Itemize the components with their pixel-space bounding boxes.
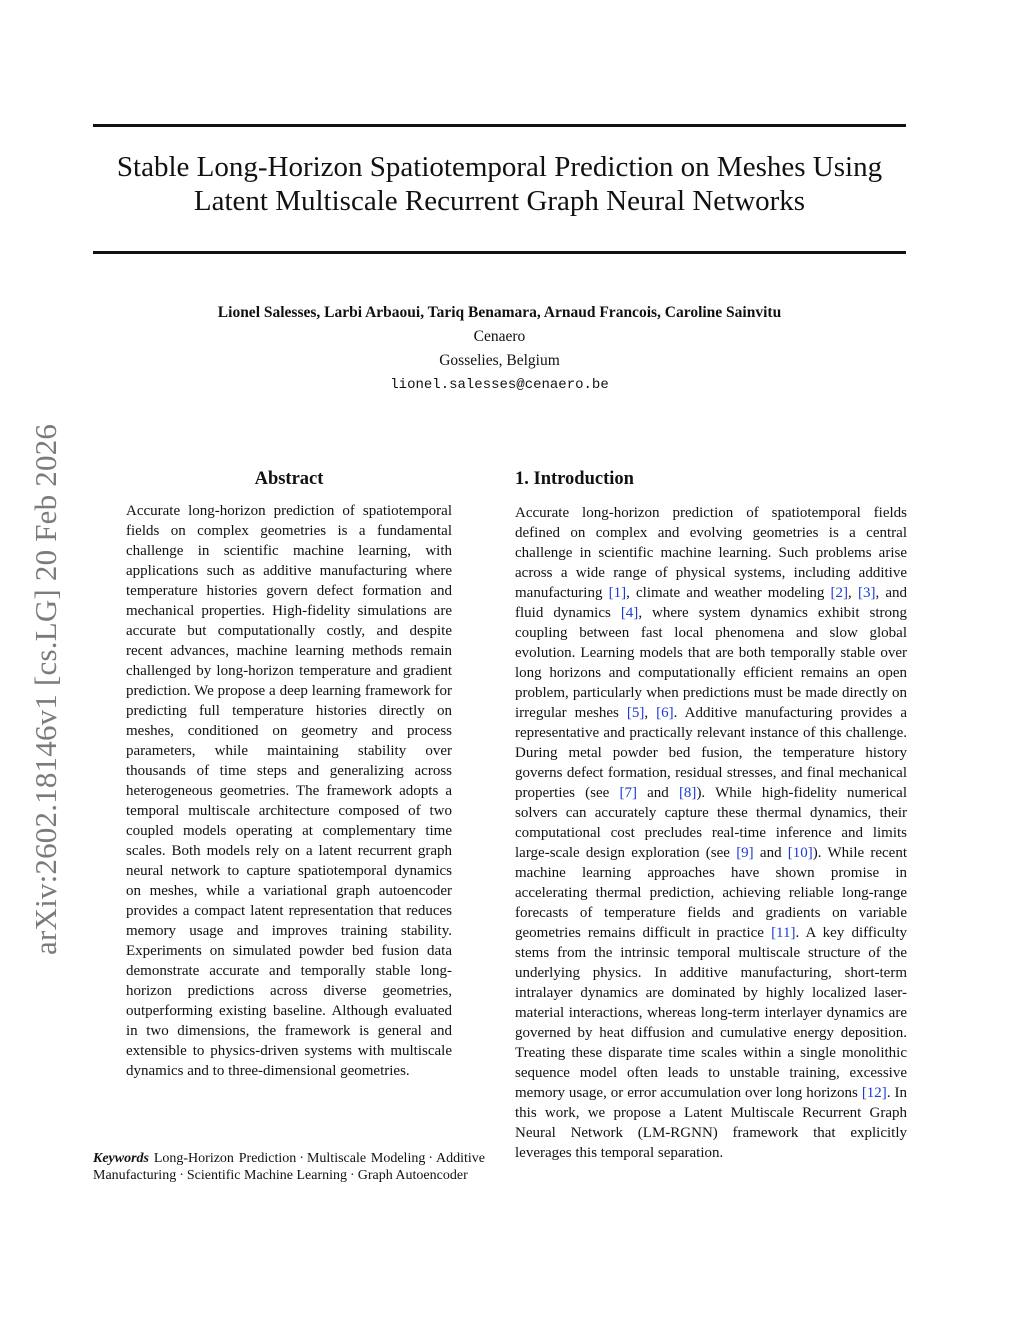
affiliation-organization: Cenaero: [473, 328, 526, 345]
citation-link[interactable]: [11]: [771, 925, 796, 941]
keywords-label: Keywords: [93, 1151, 149, 1166]
keyword-separator: ·: [299, 1151, 304, 1166]
introduction-text-run: ). While recent machine learning approaches have shown promise in accelerating thermal prediction, achieving reliable long-range forecasts of temperature fields and gradients on variable geometries remains difficult in practice: [515, 845, 907, 941]
arxiv-identifier-stamp: arXiv:2602.18146v1 [cs.LG] 20 Feb 2026: [28, 423, 63, 955]
introduction-text: [515, 503, 907, 1163]
abstract-text: Accurate long-horizon prediction of spatiotemporal fields on complex geometries is a fundamental challenge in scientific machine learning, with applications such as additive manufacturing where temperature histories govern defect formation and mechanical properties. High-fidelity simulations are accurate but computationally costly, and despite recent advances, machine learning methods remain challenged by long-horizon temperature and gradient prediction. We propose a deep learning framework for predicting full temperature histories directly on meshes, conditioned on geometry and process parameters, while maintaining stability over thousands of time steps and generalizing across heterogeneous geometries. The framework adopts a temporal multiscale architecture composed of two coupled models operating at complementary time scales. Both models rely on a latent recurrent graph neural network to capture spatiotemporal dynamics on meshes, while a variational graph autoencoder provides a compact latent representation that reduces memory usage and improves training stability. Experiments on simulated powder bed fusion data demonstrate accurate and temporally stable long-horizon predictions across diverse geometries, outperforming existing baseline. Although evaluated in two dimensions, the framework is general and extensible to physics-driven systems with multiscale dynamics and to three-dimensional geometries.: [126, 503, 452, 1079]
author-list: Lionel Salesses, Larbi Arbaoui, Tariq Benamara, Arnaud Francois, Caroline Sainvitu: [217, 304, 782, 321]
paper-title-line-2: Latent Multiscale Recurrent Graph Neural Networks: [193, 185, 806, 217]
title-top-rule: [93, 124, 906, 127]
introduction-text-run: and: [636, 785, 679, 801]
introduction-text-run: ,: [848, 585, 858, 601]
citation-link[interactable]: [10]: [787, 845, 813, 861]
introduction-text-run: ,: [644, 705, 657, 721]
citation-link[interactable]: [7]: [619, 785, 637, 801]
author-email: lionel.salesses@cenaero.be: [390, 377, 609, 393]
keyword-item: Multiscale Modeling: [306, 1151, 426, 1166]
citation-link[interactable]: [8]: [678, 785, 697, 801]
keywords-block: [93, 1150, 485, 1184]
keyword-separator: ·: [428, 1151, 434, 1166]
title-bottom-rule: [93, 251, 906, 254]
citation-link[interactable]: [1]: [608, 585, 627, 601]
introduction-text-run: . In this work, we propose a Latent Multiscale Recurrent Graph Neural Network (LM-RGNN) framework that explicitly leverages this temporal separation.: [515, 1085, 907, 1161]
introduction-text-run: . Additive manufacturing provides a representative and practically relevant instance of this challenge. During metal powder bed fusion, the temperature history governs defect formation, residual stresses, and final mechanical properties (see: [515, 705, 908, 801]
keyword-separator: ·: [350, 1168, 355, 1183]
keyword-separator: ·: [179, 1168, 184, 1183]
introduction-text-run: , where system dynamics exhibit strong coupling between fast local phenomena and slow global evolution. Learning models that are both temporally stable over long horizons and computationally efficient remains an open problem, particularly when predictions must be made directly on irregular meshes: [515, 605, 907, 721]
introduction-text-run: , climate and weather modeling: [626, 585, 831, 601]
keyword-item: Graph Autoencoder: [357, 1168, 468, 1183]
keyword-item: Long-Horizon Prediction: [153, 1151, 297, 1166]
introduction-text-run: , and fluid dynamics: [515, 585, 908, 621]
citation-link[interactable]: [5]: [626, 705, 645, 721]
introduction-text-run: ). While high-fidelity numerical solvers can accurately capture these thermal dynamics, their computational cost precludes real-time inference and limits large-scale design exploration (see: [515, 785, 907, 861]
citation-link[interactable]: [9]: [736, 845, 754, 861]
paper-title: [93, 150, 906, 218]
abstract-heading: Abstract: [254, 469, 324, 489]
keyword-item: Additive Manufacturing: [93, 1151, 486, 1183]
introduction-text-run: . A key difficulty stems from the intrinsic temporal multiscale structure of the underlying physics. In additive manufacturing, short-term intralayer dynamics are dominated by highly localized laser-material interactions, whereas long-term interlayer dynamics are governed by heat diffusion and cumulative energy deposition. Treating these disparate time scales within a single monolithic sequence model often leads to unstable training, excessive memory usage, or error accumulation over long horizons: [515, 925, 907, 1101]
citation-link[interactable]: [2]: [830, 585, 849, 601]
citation-link[interactable]: [4]: [620, 605, 639, 621]
keyword-item: Scientific Machine Learning: [186, 1168, 348, 1183]
paper-title-line-1: Stable Long-Horizon Spatiotemporal Prediction on Meshes Using: [116, 151, 883, 183]
introduction-heading: 1. Introduction: [515, 469, 634, 489]
citation-link[interactable]: [3]: [857, 585, 876, 601]
affiliation-location: Gosselies, Belgium: [439, 352, 560, 369]
citation-link[interactable]: [12]: [861, 1085, 887, 1101]
introduction-text-run: and: [753, 845, 788, 861]
citation-link[interactable]: [6]: [656, 705, 674, 721]
introduction-text-run: Accurate long-horizon prediction of spatiotemporal fields defined on complex and evolving geometries is a central challenge in scientific machine learning. Such problems arise across a wide range of physical systems, including additive manufacturing: [515, 505, 907, 601]
keywords-list: [93, 1151, 485, 1183]
